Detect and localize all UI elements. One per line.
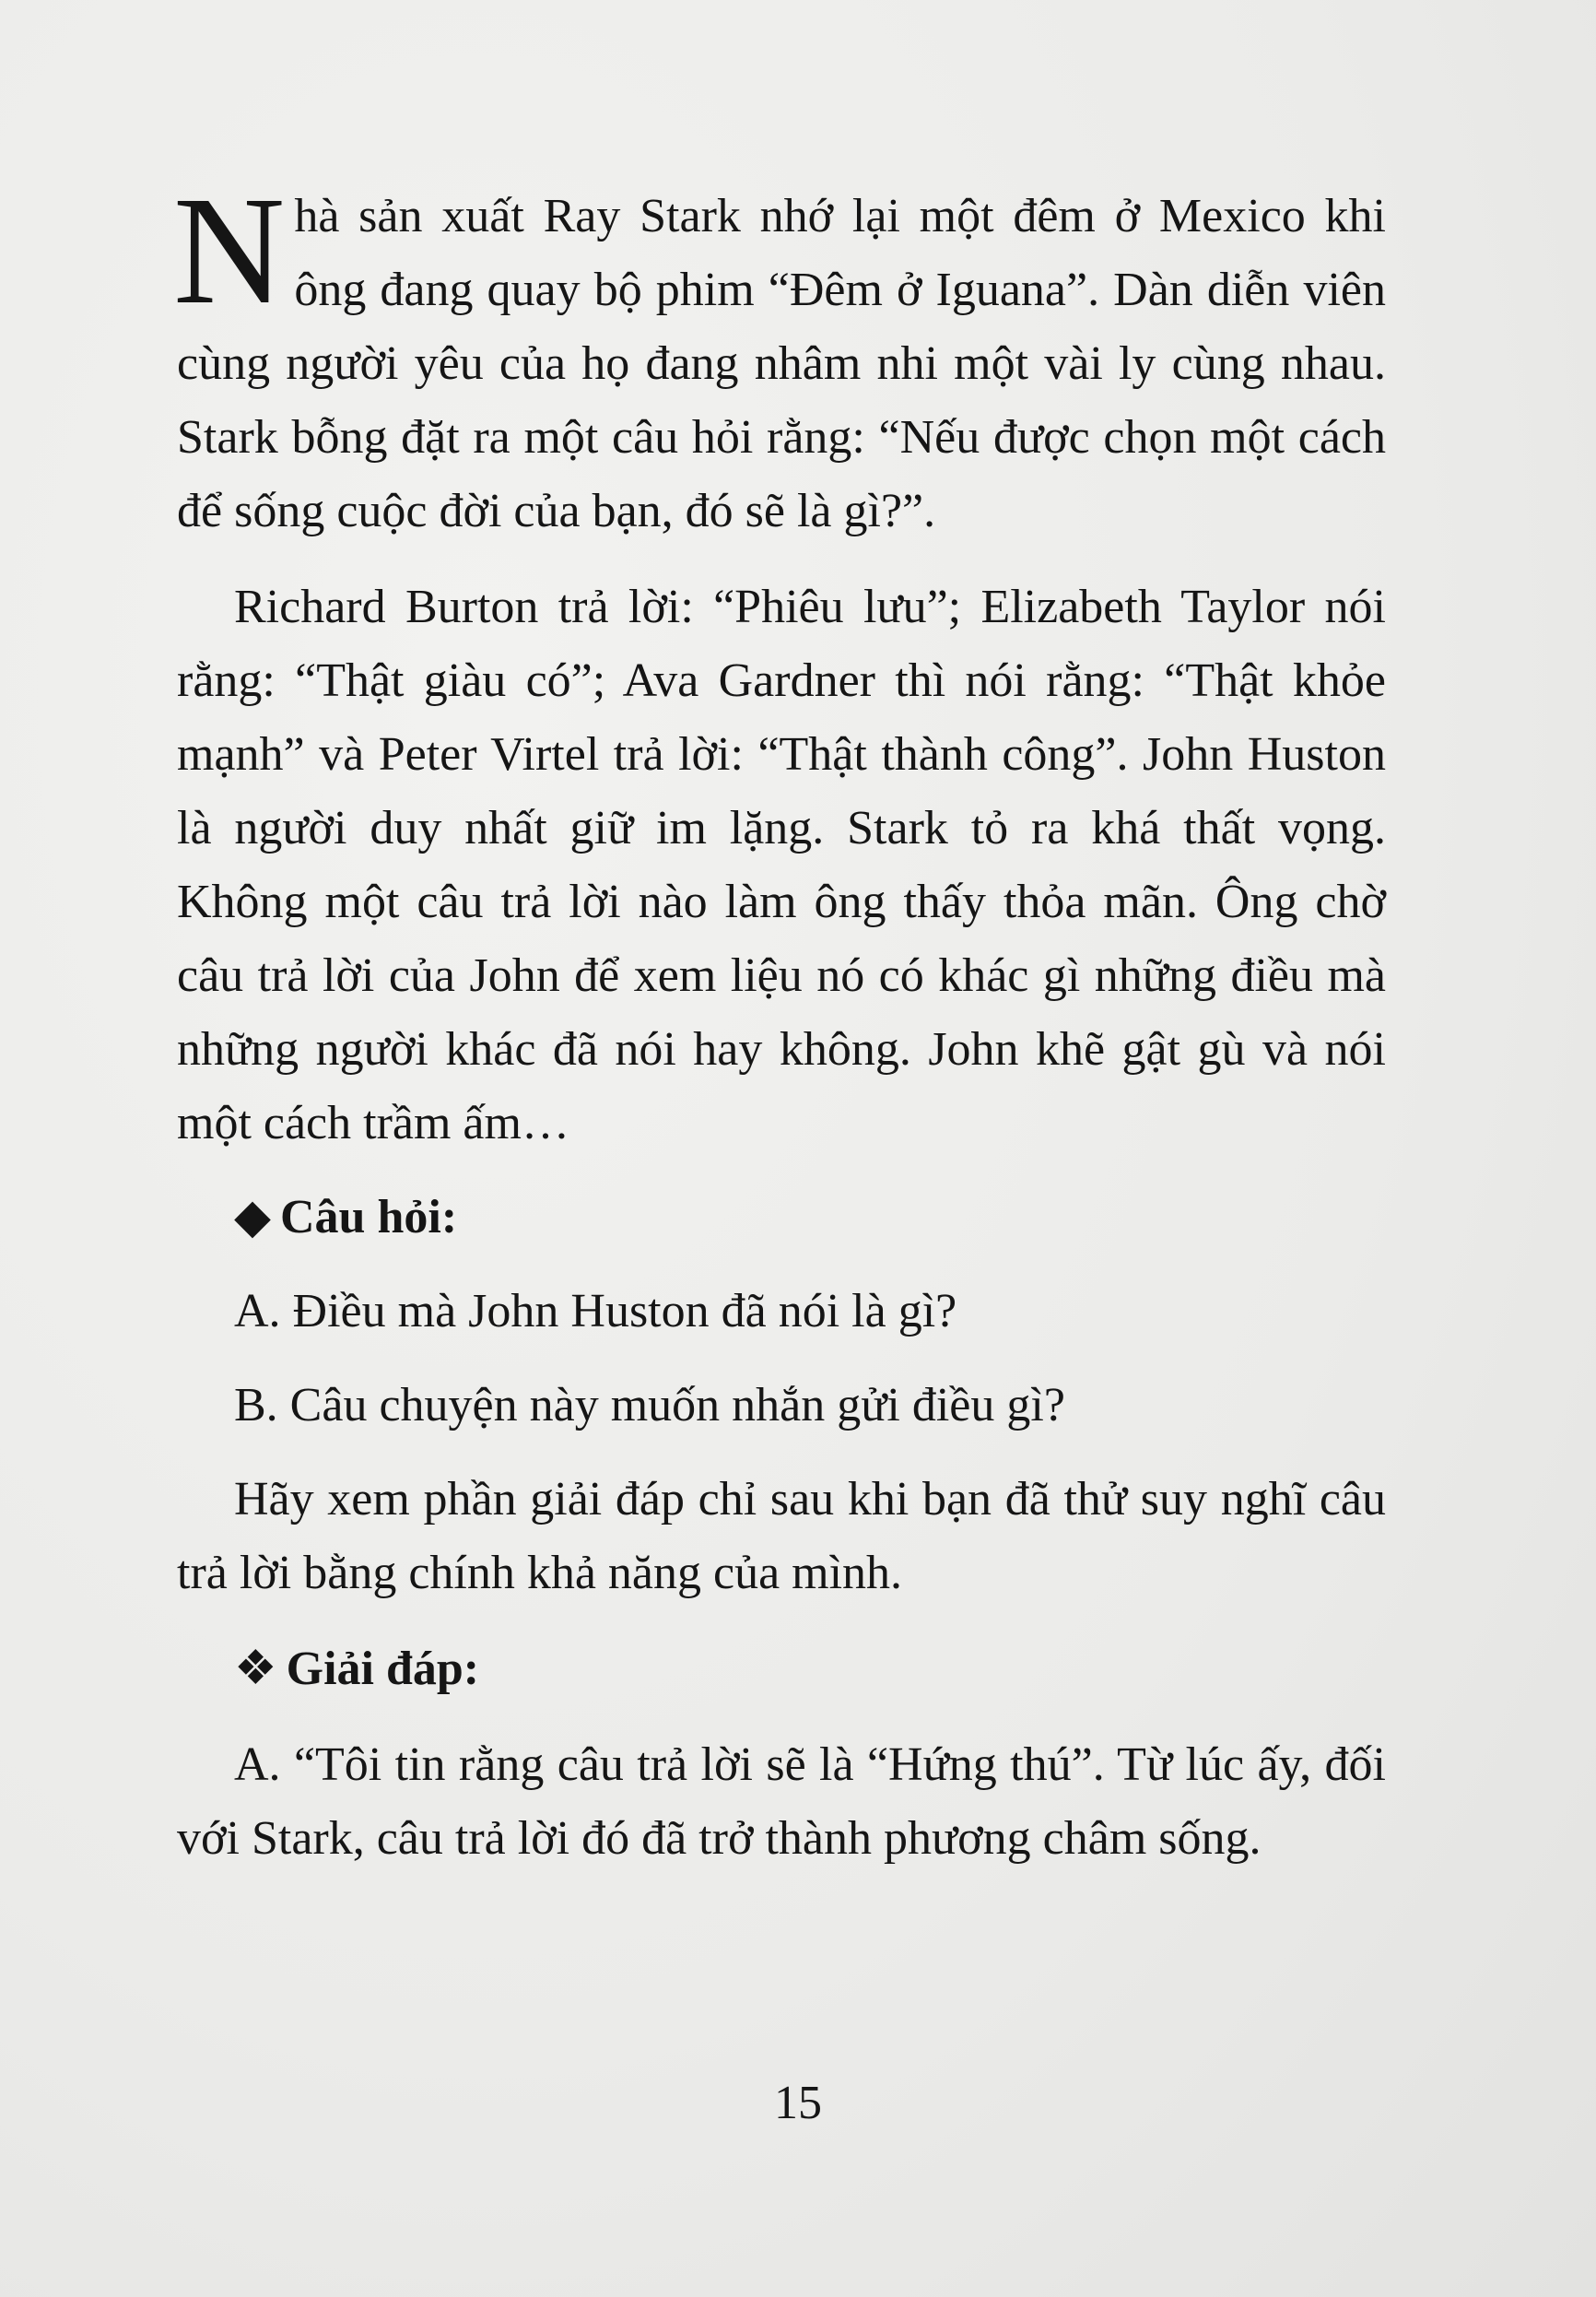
answers-paragraph: Richard Burton trả lời: “Phiêu lưu”; Elizabeth Taylor nói rằng: “Thật giàu có”; Ava Gardner thì nói rằng: “Thật khỏe mạnh” và Peter Virtel trả lời: “Thật thành công”. John Huston là người duy nhất giữ im lặng. Stark tỏ ra khá thất vọng. Không một câu trả lời nào làm ông thấy thỏa mãn. Ông chờ câu trả lời của John để xem liệu nó có khác gì những điều mà những người khác đã nói hay không. John khẽ gật gù và nói một cách trầm ấm… [177,581,1386,1149]
opening-paragraph [173,165,1386,548]
diamond-bullet-icon: ◆ [234,1191,271,1243]
answer-heading-label: Giải đáp: [286,1643,480,1695]
drop-cap: N [173,165,286,336]
answer-heading [177,1632,1386,1706]
question-a: A. Điều mà John Huston đã nói là gì? [234,1285,957,1337]
page-number: 15 [774,2077,822,2129]
four-diamond-bullet-icon: ❖ [234,1643,277,1695]
opening-paragraph-text: hà sản xuất Ray Stark nhớ lại một đêm ở Mexico khi ông đang quay bộ phim “Đêm ở Iguana”. Dàn diễn viên cùng người yêu của họ đang nhâm nhi một vài ly cùng nhau. Stark bỗng đặt ra một câu hỏi rằng: “Nếu được chọn một cách để sống cuộc đời của bạn, đó sẽ là gì?”. [177,190,1386,537]
page-body [173,165,1386,1876]
answer-a: A. “Tôi tin rằng câu trả lời sẽ là “Hứng thú”. Từ lúc ấy, đối với Stark, câu trả lời đó đã trở thành phương châm sống. [177,1738,1386,1865]
question-heading [177,1181,1386,1255]
question-b: B. Câu chuyện này muốn nhắn gửi điều gì? [234,1379,1065,1431]
instruction-paragraph: Hãy xem phần giải đáp chỉ sau khi bạn đã thử suy nghĩ câu trả lời bằng chính khả năng của mình. [177,1473,1386,1599]
question-heading-label: Câu hỏi: [280,1191,458,1243]
